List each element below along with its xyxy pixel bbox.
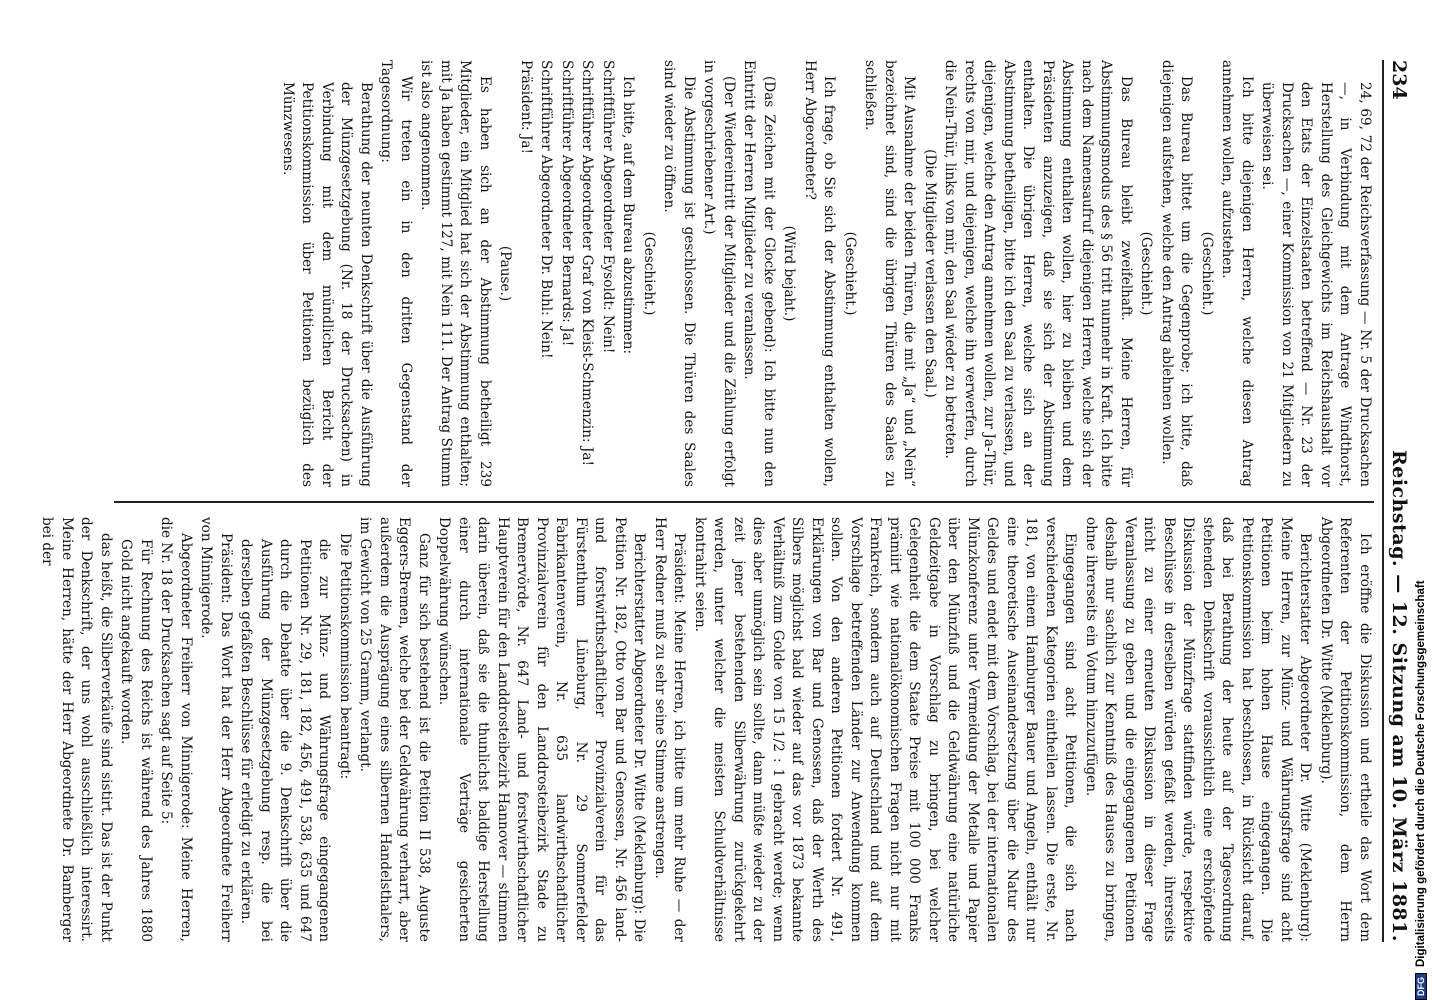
paragraph: Das Bureau bittet um die Gegenprobe; ich bitte, daß diejenigen aufstehen, welche den Antrag ablehnen wollen. — [1159, 60, 1195, 487]
paragraph: Es haben sich an der Abstimmung betheiligt 239 Mitglieder, ein Mitglied hat sich der Abstimmung enthalten; mit Ja haben gestimmt 127, mit Nein 111. Der Antrag Stumm ist also angenommen. — [418, 60, 493, 487]
page-number: 234 — [1388, 60, 1410, 100]
paragraph: Die Petitionskommission beantragt: — [337, 533, 353, 780]
paragraph: (Das Zeichen mit der Glocke gebend): Ich bitte nun den Eintritt der Herren Mitglieder zu veranlassen. — [741, 60, 777, 487]
stage-direction: (Geschieht.) — [842, 231, 858, 316]
paragraph: Mit Ausnahme der beiden Thüren, die mit „Ja“ und „Nein“ bezeichnet sind, sind die übrigen Thüren des Saales zu schließen. — [862, 60, 918, 487]
left-column — [114, 60, 1374, 501]
stage-direction: (Die Mitglieder verlassen den Saal.) — [922, 149, 938, 398]
running-title: Reichstag. — 12. Sitzung am 10. März 1881. — [1388, 449, 1410, 942]
paragraph: Berichterstatter Abgeordneter Dr. Witte (Meklenburg): Meine Herren, zur Münz- und Währungsfrage sind acht Petitionen beim hohen Hause eingegangen. Die Petitionskommission hat beschlossen, in Rücksicht darauf, daß bei Berathung der heute auf der Tagesordnung stehenden Denkschrift voraussichtlich eine erschöpfende Diskussion der Münzfrage stattfinden würde, respektive Beschlüsse in derselben würden gefaßt werden, ihrerseits nicht zu einer erneuten Diskussion in dieser Frage Veranlassung zu geben und die eingegangenen Petitionen deshalb nur sachlich zur Kenntniß des Hauses zu bringen, ohne ihrerseits ein Votum hinzuzufügen. — [1083, 517, 1314, 942]
paragraph: (Der Wiedereintritt der Mitglieder und die Zählung erfolgt in vorgeschriebener Art.) — [701, 60, 737, 487]
stage-direction: (Geschieht.) — [1138, 231, 1155, 316]
paragraph: Abgeordneter Freiherr von Minnigerode: Meine Herren, die Nr. 18 der Drucksachen sagt auf Seite 5: — [158, 517, 194, 942]
paragraph: 24, 69, 72 der Reichsverfassung — Nr. 5 der Drucksachen —, in Verbindung mit dem Antrage Windthorst, Herstellung des Gleichgewichts im Reichshaushalt vor den Etats der Einzelstaaten betreffend — Nr. 23 der Drucksachen —, einer Kommission von 21 Mitgliedern zu überweisen sei. — [1259, 82, 1373, 487]
paragraph: Präsident: Ja! — [518, 60, 534, 154]
paragraph: Das Bureau bleibt zweifelhaft. Meine Herren, für Abstimmungsmodus des § 56 tritt nunmehr in Kraft. Ich bitte nach dem Namensaufruf diejenigen Herren, welche sich der Abstimmung enthalten wollen, hier zu bleiben und dem Präsidenten anzuzeigen, daß sie sich der Abstimmung enthalten. Die übrigen Herren, welche sich an der Abstimmung betheiligen, bitte ich den Saal zu verlassen, und diejenigen, welche den Antrag annehmen wollen, zur Ja-Thür, rechts von mir, und diejenigen, welche ihn verwerfen, durch die Nein-Thür, links von mir, den Saal wieder zu betreten. — [942, 60, 1134, 487]
paragraph: Ich bitte diejenigen Herren, welche diesen Antrag annehmen wollen, aufzustehen. — [1219, 60, 1255, 487]
paragraph: Schriftführer Abgeordneter Dr. Buhl: Nein! — [538, 60, 555, 359]
stage-direction: (Geschieht.) — [1199, 231, 1215, 316]
paragraph: die zur Münz- und Währungsfrage eingegangenen Petitionen Nr. 29, 181, 182, 456, 491, 538, 635 und 647 durch die Debatte über die 9. Denkschrift über die Ausführung der Münzgesetzgebung resp. die bei derselben gefaßten Beschlüsse für erledigt zu erklären. — [238, 539, 333, 942]
credit-text: Digitalisierung gefördert durch die Deutsche Forschungsgemeinschaft — [1415, 580, 1427, 967]
paragraph: Schriftführer Abgeordneter Eysoldt: Nein! — [600, 60, 616, 354]
paragraph: Berichterstatter Abgeordneter Dr. Witte (Meklenburg): Die Petition Nr. 182, Otto von Bar und Genossen, Nr. 456 land- und forstwirthschaftlicher Provinzialverein für das Fürstenthum Lüneburg, Nr. 29 Sommerfelder Fabrikantenverein, Nr. 635 landwirthschaftlicher Provinzialverein für den Landdrosteibezirk Stade zu Bremervörde, Nr. 647 Land- und forstwirthschaftlicher Hauptverein für den Landdrosteibezirk Hannover — stimmen darin überein, daß sie die thunlichst baldige Herstellung einer durch internationale Verträge gesicherten Doppelwährung wünschen. — [436, 517, 648, 942]
paragraph: Präsident: Meine Herren, ich bitte um mehr Ruhe — der Herr Redner muß zu sehr seine Stimme anstrengen. — [652, 517, 688, 942]
right-column — [39, 501, 1374, 942]
dfg-logo: DFG — [1415, 973, 1427, 1000]
text-columns — [39, 60, 1374, 942]
paragraph: Berathung der neunten Denkschrift über die Ausführung der Münzgesetzgebung (Nr. 18 der Drucksachen) in Verbindung mit dem mündlichen Bericht der Petitionskommission über Petitionen bezüglich des Münzwesens. — [280, 82, 374, 487]
paragraph: Für Rechnung des Reichs ist während des Jahres 1880 Gold nicht angekauft worden. — [118, 539, 154, 942]
paragraph: Ich eröffne die Diskussion und ertheile das Wort dem Referenten der Petitionskommission, dem Herrn Abgeordneten Dr. Witte (Meklenburg). — [1318, 517, 1373, 942]
stage-direction: (Geschieht.) — [641, 231, 657, 316]
paragraph: Schriftführer Abgeordneter Graf von Kleist-Schmenzin: Ja! — [579, 60, 596, 466]
stage-direction: (Wird bejaht.) — [781, 225, 798, 322]
paragraph: Präsident: Das Wort hat der Herr Abgeordnete Freiherr von Minnigerode. — [198, 517, 234, 942]
paragraph: das heißt, die Silberverkäufe sind sistirt. Das ist der Punkt der Denkschrift, der uns wohl ausschließlich interessirt. Meine Herren, hätte der Herr Abgeordnete Dr. Bamberger bei der — [39, 517, 114, 942]
paragraph: Schriftführer Abgeordneter Bernards: Ja! — [559, 60, 575, 347]
paragraph: Eingegangen sind acht Petitionen, die sich nach verschiedenen Kategorien eintheilen lassen. Die erste, Nr. 181, von einem Hamburger Bauer und Angeln, enthält nur eine theoretische Auseinandersetzung über die Natur des Geldes und endet mit dem Vorschlag, bei der internationalen Münzkonferenz unter Vermeidung der Metalle und Papier über den Münzfuß und die Geldwährung eine natürliche Geldzeitgabe in Vorschlag zu bringen, bei welcher Gelegenheit die dem Staate Preise mit 100 000 Franks prämiirt wie nationalökonomischen Fragen nicht nur mit Frankreich, sondern auch auf Deutschland und auf dem Vorschlage betreffenden Länder zur Anwendung kommen sollen. Von den anderen Petitionen fordert Nr. 491, Erklärungen von Bar und Genossen, daß der Werth des Silbers möglichst bald wieder auf das vor 1873 bekannte Verhältniß zum Golde von 15 1/2 : 1 gebracht werde; wenn dies aber unmöglich sein sollte, dann müßte wieder zu der zeit jener bestehenden Silberwährung zurückgekehrt werden, unter welcher die meisten Schuldverhältnisse kontrahirt seien. — [692, 517, 1079, 942]
paragraph: Die Abstimmung ist geschlossen. Die Thüren des Saales sind wieder zu öffnen. — [661, 60, 697, 487]
stage-direction: (Pause.) — [497, 245, 514, 302]
paragraph: Ich bitte, auf dem Bureau abzustimmen: — [620, 76, 637, 355]
paragraph: Ich frage, ob Sie sich der Abstimmung enthalten wollen, Herr Abgeordneter? — [802, 60, 838, 487]
digitization-credit — [1404, 0, 1430, 1000]
paragraph: Wir treten ein in den dritten Gegenstand der Tagesordnung: — [378, 60, 414, 487]
paragraph: Ganz für sich bestehend ist die Petition II 538, Auguste Eggers-Bremen, welche bei der Geldwährung verharrt, aber außerdem die Ausprägung eines silbernen Handelsthalers, im Gewicht von 25 Gramm, verlangt. — [357, 517, 432, 942]
